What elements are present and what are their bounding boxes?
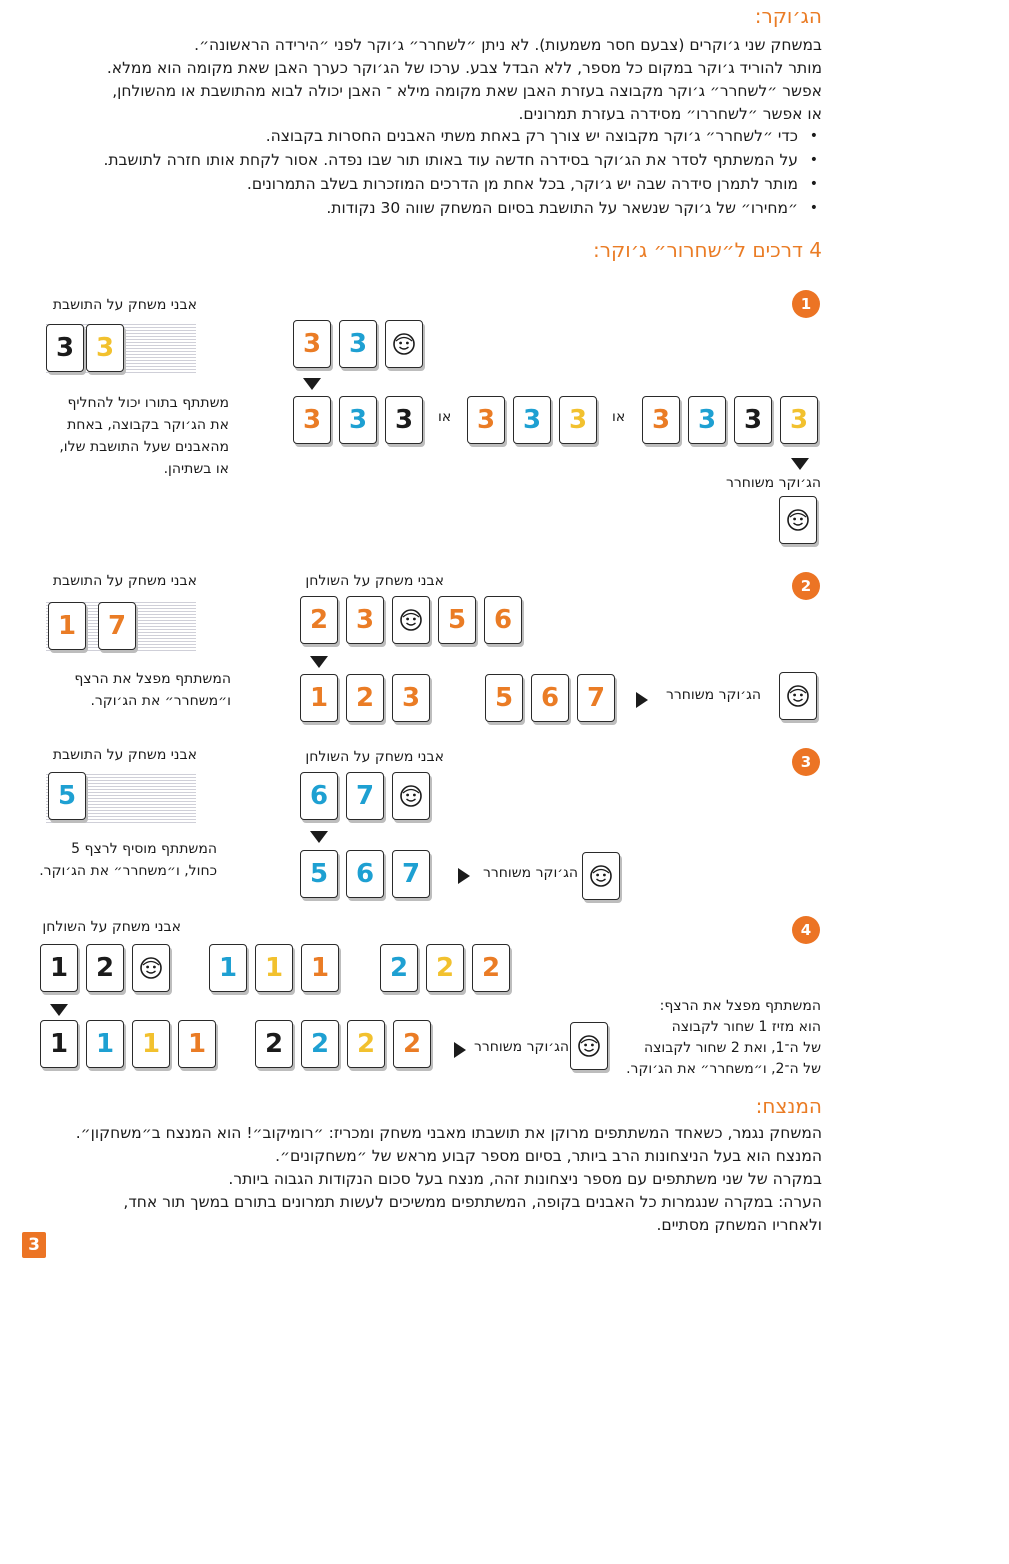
number-tile: 7 [392, 850, 430, 898]
list-item: • מותר לתמרן סידרה שבה יש ג׳וקר, בכל אחת מן הדרכים המוזכרות בשלב התמרונים. [103, 172, 798, 196]
joker-heading: הג׳וקר: [754, 4, 822, 28]
number-tile: 1 [301, 944, 339, 992]
joker-icon [399, 784, 423, 808]
number-tile: 2 [347, 1020, 385, 1068]
rack-label: אבני משחק על התושבת [52, 297, 197, 313]
winner-line: המשחק נגמר, כשאחד המשתתפים מרוקן את תושבתו מאבני משחק ומכריז: ״רומיקוב״! הוא המנצח ב״משחקון״. [75, 1124, 822, 1142]
number-tile: 5 [485, 674, 523, 722]
number-tile: 1 [209, 944, 247, 992]
number-tile: 1 [132, 1020, 170, 1068]
number-tile: 6 [531, 674, 569, 722]
number-tile: 3 [293, 396, 331, 444]
number-tile: 7 [577, 674, 615, 722]
joker-icon [139, 956, 163, 980]
down-arrow-icon [310, 831, 328, 843]
winner-line: ולאחריו המשחק מסתיים. [656, 1216, 822, 1234]
number-tile: 3 [385, 396, 423, 444]
example-4-number: 4 [792, 916, 820, 944]
number-tile: 2 [86, 944, 124, 992]
number-tile: 6 [300, 772, 338, 820]
joker-icon [786, 684, 810, 708]
number-tile: 3 [513, 396, 551, 444]
number-tile: 2 [393, 1020, 431, 1068]
right-arrow-icon [636, 692, 648, 708]
number-tile: 7 [346, 772, 384, 820]
number-tile: 5 [48, 772, 86, 820]
number-tile: 3 [86, 324, 124, 372]
number-tile: 2 [300, 596, 338, 644]
example-3-number: 3 [792, 748, 820, 776]
down-arrow-icon [50, 1004, 68, 1016]
joker-tile [392, 596, 430, 644]
table-label: אבני משחק על השולחן [305, 573, 444, 589]
number-tile: 3 [559, 396, 597, 444]
joker-icon [399, 608, 423, 632]
joker-tile [779, 672, 817, 720]
winner-line: הערה: במקרה שנגמרות כל האבנים בקופה, המשתתפים ממשיכים לעשות תמרונים בתורם במשך תור אחד, [123, 1193, 822, 1211]
number-tile: 1 [48, 602, 86, 650]
number-tile: 3 [392, 674, 430, 722]
joker-icon [786, 508, 810, 532]
number-tile: 1 [255, 944, 293, 992]
winner-line: המנצח הוא בעל הניצחונות הרב ביותר, בסיום מספר קבוע מראש של ״משחקונים״. [275, 1147, 822, 1165]
number-tile: 2 [426, 944, 464, 992]
right-arrow-icon [454, 1042, 466, 1058]
table-label: אבני משחק על השולחן [42, 919, 181, 935]
number-tile: 2 [346, 674, 384, 722]
joker-tile [392, 772, 430, 820]
joker-tile [570, 1022, 608, 1070]
number-tile: 3 [339, 320, 377, 368]
right-arrow-icon [458, 868, 470, 884]
number-tile: 6 [484, 596, 522, 644]
number-tile: 6 [346, 850, 384, 898]
rack-label: אבני משחק על התושבת [52, 573, 197, 589]
number-tile: 3 [734, 396, 772, 444]
joker-freed-label: הג׳וקר משוחרר [665, 687, 761, 703]
list-item: • על המשתתף לסדר את הג׳וקר בסידרה חדשה עוד באותו תור שבו נפדה. אסור לקחת אותו חזרה לתושבת. [103, 148, 798, 172]
number-tile: 3 [642, 396, 680, 444]
rack-label: אבני משחק על התושבת [52, 747, 197, 763]
joker-icon [589, 864, 613, 888]
list-item: • ״מחירו״ של ג׳וקר שנשאר על התושבת בסיום המשחק שווה 30 נקודות. [103, 196, 798, 220]
number-tile: 1 [40, 1020, 78, 1068]
list-item: • כדי ״לשחרר״ ג׳וקר מקבוצה יש צורך רק באחת משתי האבנים החסרות בקבוצה. [103, 124, 798, 148]
example-1-description: משתתף בתורו יכול להחליף את הג׳וקר בקבוצה, באחת מהאבנים שעל התושבת שלו, או בשתיהן. [59, 395, 229, 477]
joker-icon [577, 1034, 601, 1058]
number-tile: 5 [300, 850, 338, 898]
down-arrow-icon [303, 378, 321, 390]
number-tile: 1 [300, 674, 338, 722]
joker-freed-label: הג׳וקר משוחרר [482, 865, 578, 881]
number-tile: 2 [380, 944, 418, 992]
down-arrow-icon [791, 458, 809, 470]
number-tile: 1 [178, 1020, 216, 1068]
joker-freed-label: הג׳וקר משוחרר [725, 475, 821, 491]
winner-paragraph [76, 1122, 822, 1237]
joker-line: במשחק שני ג׳וקרים (צבעם חסר משמעות). לא ניתן ״לשחרר״ ג׳וקר לפני ״הירידה הראשונה״. [194, 36, 822, 54]
example-3-description: המשתתף מוסיף לרצף 5 כחול, ו״משחרר״ את הג׳וקר. [39, 841, 217, 879]
ways-heading: 4 דרכים ל״שחרור״ ג׳וקר: [593, 238, 822, 262]
example-1-number: 1 [792, 290, 820, 318]
number-tile: 1 [86, 1020, 124, 1068]
joker-tile [385, 320, 423, 368]
joker-line: או אפשר ״לשחררו״ מסידרה בעזרת תמרונים. [518, 105, 822, 123]
number-tile: 2 [472, 944, 510, 992]
winner-line: במקרה של שני משתתפים עם מספר ניצחונות זהה, מנצח בעל סכום הנקודות הגבוה ביותר. [228, 1170, 822, 1188]
number-tile: 2 [255, 1020, 293, 1068]
number-tile: 3 [780, 396, 818, 444]
joker-bullets [103, 124, 822, 220]
joker-tile [132, 944, 170, 992]
joker-paragraph [107, 34, 822, 126]
example-2-description: המשתתף מפצל את הרצף ו״משחרר״ את הג׳וקר. [74, 671, 231, 709]
number-tile: 3 [46, 324, 84, 372]
number-tile: 3 [346, 596, 384, 644]
example-2-number: 2 [792, 572, 820, 600]
number-tile: 3 [293, 320, 331, 368]
number-tile: 1 [40, 944, 78, 992]
or-label: או [438, 409, 452, 425]
down-arrow-icon [310, 656, 328, 668]
number-tile: 3 [467, 396, 505, 444]
joker-tile [582, 852, 620, 900]
example-4-description: המשתתף מפצל את הרצף: הוא מזיז 1 שחור לקבוצה של ה־1, ואת 2 שחור לקבוצה של ה־2, ו״משחרר״ את הג׳וקר. [626, 998, 821, 1077]
joker-freed-label: הג׳וקר משוחרר [473, 1039, 569, 1055]
or-label: או [612, 409, 626, 425]
joker-tile [779, 496, 817, 544]
table-label: אבני משחק על השולחן [305, 749, 444, 765]
number-tile: 7 [98, 602, 136, 650]
number-tile: 5 [438, 596, 476, 644]
joker-icon [392, 332, 416, 356]
number-tile: 3 [688, 396, 726, 444]
joker-line: אפשר ״לשחרר״ ג׳וקר מקבוצה בעזרת האבן שאת מקומה מילא ־ האבן יכולה לבוא מהתושבת או מהשולחן, [112, 82, 822, 100]
number-tile: 2 [301, 1020, 339, 1068]
joker-line: מותר להוריד ג׳וקר במקום כל מספר, ללא הבדל צבע. ערכו של הג׳וקר כערך האבן שאת מקומה הוא ממלא. [106, 59, 822, 77]
page-number: 3 [22, 1232, 46, 1258]
number-tile: 3 [339, 396, 377, 444]
winner-heading: המנצח: [755, 1094, 822, 1118]
